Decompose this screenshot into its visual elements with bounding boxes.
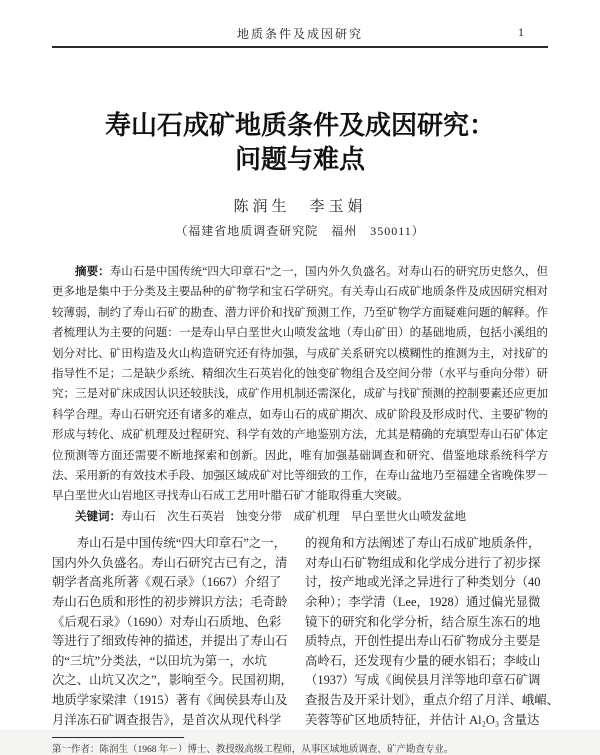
keywords bbox=[52, 507, 548, 527]
left-column bbox=[52, 534, 295, 730]
text-line: 的视角和方法阐述了寿山石成矿地质条件， bbox=[305, 536, 541, 551]
running-title: 地质条件及成因研究 bbox=[236, 27, 363, 41]
text-line: （1937）写成《闽侯县月洋等地印章石矿调 bbox=[305, 673, 541, 688]
text-line: 查报告及开采计划》，重点介绍了月洋、峨嵋、 bbox=[305, 693, 560, 708]
footnote-rule bbox=[52, 737, 184, 738]
text-line: 讨，按产地或光泽之异进行了种类划分（40 bbox=[305, 575, 541, 590]
text-line: 质特点，开创性提出寿山石矿物成分主要是 bbox=[305, 634, 541, 649]
text-line: 余种）；李学清（Lee，1928）通过偏光显微 bbox=[305, 595, 541, 610]
abstract bbox=[52, 262, 548, 507]
keywords-label: 关键词： bbox=[75, 510, 121, 523]
text-line: 次之、山坑又次之”，影响至今。民国初期， bbox=[52, 673, 293, 688]
affiliation: （福建省地质调查研究院 福州 350011） bbox=[175, 224, 425, 238]
text-line: 朝学者高兆所著《观石录》（1667）介绍了 bbox=[52, 575, 282, 590]
text-line: 国内外久负盛名。寿山石研究古已有之，清 bbox=[52, 555, 288, 570]
text-line: 镜下的研究和化学分析，结合原生冻石的地 bbox=[305, 614, 541, 629]
right-column bbox=[305, 534, 560, 730]
page-header bbox=[52, 0, 548, 42]
text-line: 对寿山石矿物组成和化学成分进行了初步探 bbox=[305, 555, 541, 570]
text-line: 寿山石是中国传统“四大印章石”之一， bbox=[52, 536, 287, 551]
text-line: 的“三坑”分类法，“以田坑为第一，水坑 bbox=[52, 653, 267, 668]
authors: 陈润生 李玉娟 bbox=[233, 199, 367, 215]
header-rule bbox=[52, 46, 548, 48]
body-columns bbox=[52, 534, 560, 730]
text-line: 高岭石，还发现有少量的硬水铝石；李岐山 bbox=[305, 653, 541, 668]
title-line-1: 寿山石成矿地质条件及成因研究： bbox=[104, 110, 495, 140]
footnote: 第一作者：陈润生（1968 年－）博士、教授级高级工程师，从事区域地质调查、矿产勘查专业。 bbox=[52, 745, 454, 755]
text-line: 地质学家梁津（1915）著有《闽侯县寿山及 bbox=[52, 693, 288, 708]
abstract-text: 寿山石是中国传统“四大印章石”之一，国内外久负盛名。对寿山石的研究历史悠久，但更多地是集中于分类及主要品种的矿物学和宝石学研究。有关寿山石成矿地质条件及成因研究相对较薄弱，制约了寿山石矿的勘查、潜力评价和找矿预测工作，乃至矿物学方面疑难问题的解释。作者梳理认为主要的问题：一是寿山早白垩世火山喷发盆地（寿山矿田）的基础地质，包括小溪组的划分对比、矿田构造及火山构造研究还有待加强，与成矿关系研究以模糊性的推测为主，对找矿的指导性不足；二是缺少系统、精细次生石英岩化的蚀变矿物组合及空间分带（水平与垂向分带）研究；三是对矿床成因认识还较肤浅，成矿作用机制还需深化，成矿与找矿预测的控制要素还应更加科学合理。寿山石研究还有诸多的难点，如寿山石的成矿期次、成矿阶段及形成时代、主要矿物的形成与转化、成矿机理及过程研究、科学有效的产地鉴别方法，尤其是精确的充填型寿山石矿体定位预测等方面还需要不断地探索和创新。因此，唯有加强基础调查和研究、借鉴地球系统科学方法、采用新的有效技术手段、加强区域成矿对比等细致的工作，在寿山盆地乃至福建全省晚侏罗－早白垩世火山岩地区寻找寿山石成工艺用叶腊石矿才能取得重大突破。 bbox=[52, 266, 548, 503]
title-line-2: 问题与难点 bbox=[234, 144, 365, 174]
text-line: 芙蓉等矿区地质特征，并估计 Al₂O₃ 含量达 bbox=[305, 712, 540, 727]
text-line: 月洋冻石矿调查报告》，是首次从现代科学 bbox=[52, 712, 282, 727]
keywords-text: 寿山石 次生石英岩 蚀变分带 成矿机理 早白垩世火山喷发盆地 bbox=[121, 510, 466, 523]
text-line: 《后观石录》（1690）对寿山石质地、色彩 bbox=[52, 614, 282, 629]
text-line: 等进行了细致传神的描述，并提出了寿山石 bbox=[52, 634, 288, 649]
paper-title bbox=[52, 108, 548, 176]
abstract-label: 摘要： bbox=[75, 266, 110, 278]
page-number: 1 bbox=[518, 25, 524, 39]
text-line: 寿山石色质和形性的初步辨识方法；毛奇龄 bbox=[52, 595, 288, 610]
